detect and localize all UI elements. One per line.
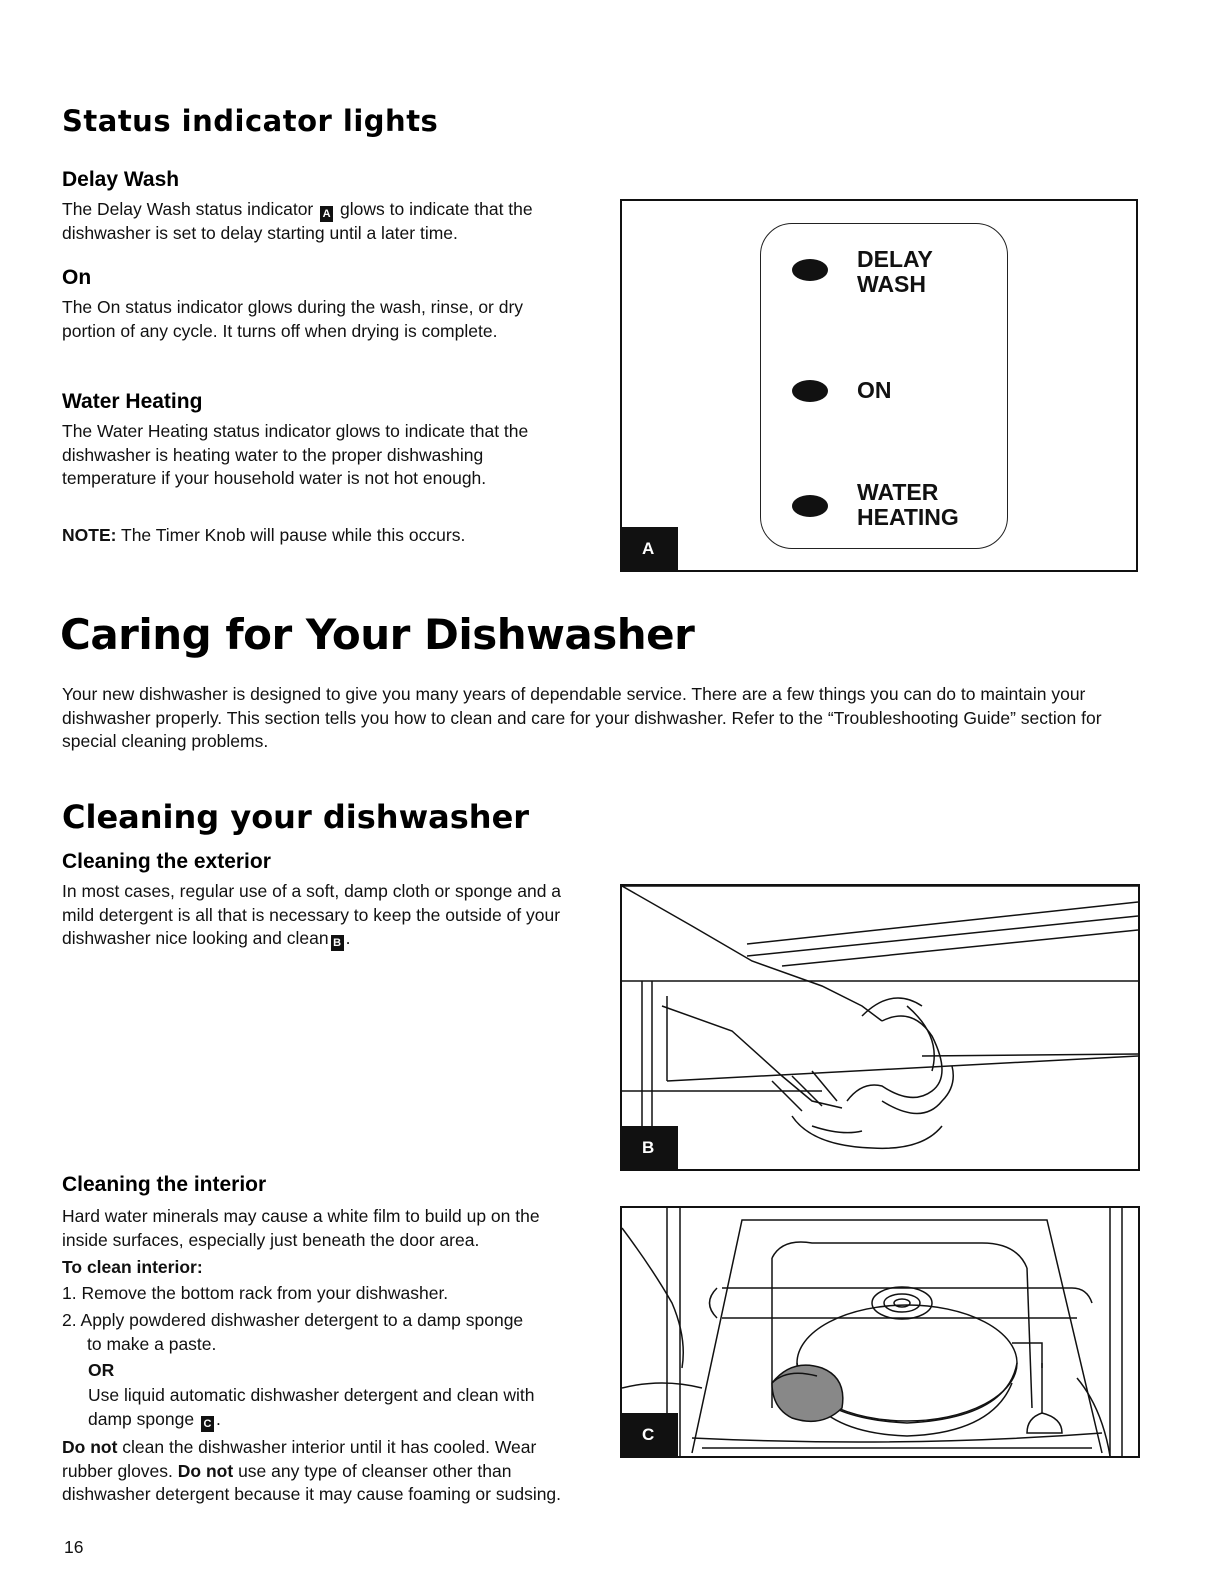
step-2: 2. Apply powdered dishwasher detergent to a damp sponge to make a paste. — [62, 1310, 524, 1354]
water-heating-title: Water Heating — [62, 390, 203, 413]
cleaning-exterior-title: Cleaning the exterior — [62, 850, 271, 873]
cleaning-interior-text: Hard water minerals may cause a white film to build up on the inside surfaces, especially just beneath the door area. — [62, 1206, 540, 1250]
delay-wash-indicator-label: DELAY WASH — [857, 246, 933, 297]
to-clean-interior-label: To clean interior: — [62, 1257, 203, 1277]
delay-wash-indicator-light — [792, 259, 828, 281]
delay-wash-title: Delay Wash — [62, 168, 180, 191]
sponge-cleaning-interior-illustration — [622, 1208, 1138, 1456]
figure-b-tag: B — [622, 1126, 678, 1169]
caring-heading: Caring for Your Dishwasher — [60, 610, 695, 659]
hand-wiping-door-illustration — [622, 886, 1138, 1169]
warning-text: Do not clean the dishwasher interior until it has cooled. Wear rubber gloves. Do not use any type of cleanser other than dishwasher detergent because it may cause foaming or sudsing. — [62, 1437, 562, 1504]
figure-c-reference-badge: C — [201, 1416, 214, 1432]
cleaning-interior-title: Cleaning the interior — [62, 1173, 267, 1196]
on-title: On — [62, 266, 92, 289]
figure-b-wiping-exterior — [620, 884, 1140, 1171]
water-heating-text: The Water Heating status indicator glows to indicate that the dishwasher is heating water to the proper dishwashing temperature if your household water is not hot enough. — [62, 421, 529, 488]
on-indicator-light — [792, 380, 828, 402]
status-indicator-heading: Status indicator lights — [62, 104, 439, 138]
water-heating-indicator-label: WATER HEATING — [857, 479, 959, 530]
on-text: The On status indicator glows during the wash, rinse, or dry portion of any cycle. It turns off when drying is complete. — [62, 297, 524, 341]
figure-a-tag: A — [622, 527, 678, 570]
water-heating-indicator-light — [792, 495, 828, 517]
figure-a-indicator-panel — [620, 199, 1138, 572]
figure-b-reference-badge: B — [331, 935, 344, 951]
page-number: 16 — [64, 1537, 84, 1557]
caring-intro: Your new dishwasher is designed to give you many years of dependable service. There are a few things you can do to maintain your dishwasher properly. This section tells you how to clean and care for your dishwasher. Refer to the “Troubleshooting Guide” section for special cleaning problems. — [62, 684, 1102, 751]
note-text: NOTE: The Timer Knob will pause while this occurs. — [62, 525, 466, 545]
indicator-panel-outline — [760, 223, 1008, 549]
alt-method-text: Use liquid automatic dishwasher detergent and clean with damp sponge C . — [88, 1385, 535, 1430]
figure-c-cleaning-interior — [620, 1206, 1140, 1458]
delay-wash-text: The Delay Wash status indicator A glows to indicate that the dishwasher is set to delay starting until a later time. — [62, 199, 533, 243]
cleaning-exterior-text: In most cases, regular use of a soft, damp cloth or sponge and a mild detergent is all that is necessary to keep the outside of your dishwasher nice looking and clean B . — [62, 881, 562, 949]
figure-c-tag: C — [622, 1413, 678, 1456]
or-label: OR — [88, 1360, 115, 1380]
step-1: 1. Remove the bottom rack from your dishwasher. — [62, 1283, 449, 1303]
figure-a-reference-badge: A — [320, 206, 333, 222]
cleaning-heading: Cleaning your dishwasher — [62, 798, 530, 836]
on-indicator-label: ON — [857, 377, 892, 403]
